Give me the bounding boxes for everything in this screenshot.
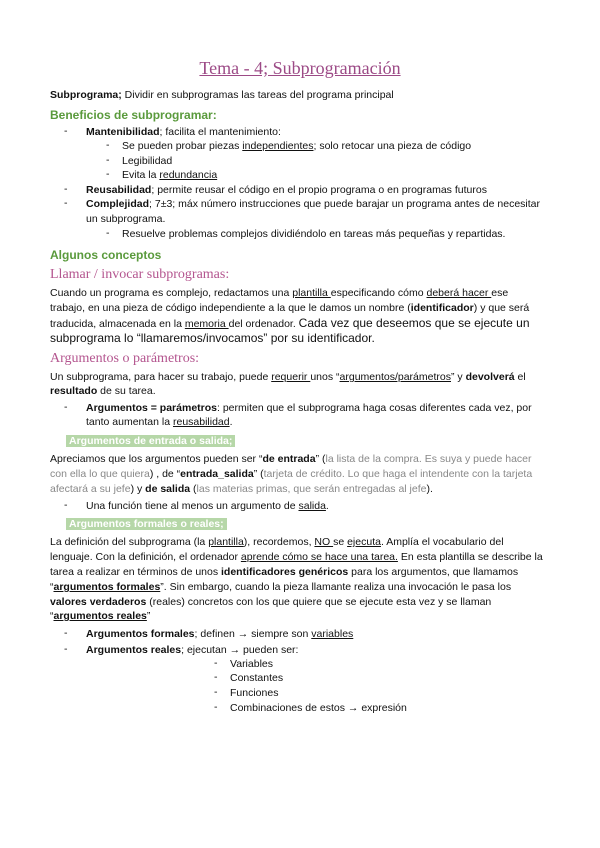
formales-para-line-6 bbox=[50, 609, 150, 623]
argumentos-para-line-1 bbox=[50, 370, 526, 384]
text-span: trabajo, en una pieza de código independiente a la que le damos un nombre ( bbox=[50, 302, 411, 314]
text-span: tanto aumentan la bbox=[86, 416, 173, 428]
text-span: ese bbox=[491, 287, 509, 299]
complejidad-label: Complejidad bbox=[86, 198, 150, 210]
gray-text: la lista de la compra. Es suya y puede hacer bbox=[325, 453, 532, 465]
page-title: Tema - 4; Subprogramación bbox=[199, 58, 401, 78]
entrada-salida-highlight bbox=[66, 434, 235, 448]
formales-para-line-5 bbox=[50, 595, 491, 609]
mantenibilidad-line bbox=[86, 125, 281, 139]
reusabilidad-label: Reusabilidad bbox=[86, 184, 152, 196]
bullet-dash: - bbox=[64, 125, 68, 137]
argumentos-parametros-line-2 bbox=[86, 415, 233, 429]
conceptos-heading: Algunos conceptos bbox=[50, 248, 162, 262]
bullet-dash: - bbox=[106, 227, 110, 239]
text-span: Un subprograma, para hacer su trabajo, puede bbox=[50, 371, 272, 383]
bullet-dash: - bbox=[64, 643, 68, 655]
underlined-text: deberá hacer bbox=[426, 287, 492, 299]
text-span: ), recordemos, bbox=[243, 536, 315, 548]
underlined-text: plantilla bbox=[208, 536, 244, 548]
underlined-bold-text: argumentos reales bbox=[53, 610, 147, 622]
funcion-salida-line bbox=[86, 499, 329, 513]
text-span: de su tarea. bbox=[97, 385, 156, 397]
text-span: ; definen → siempre son bbox=[194, 628, 312, 640]
bullet-dash: - bbox=[64, 197, 68, 209]
underlined-text: NO bbox=[314, 536, 334, 548]
bold-text: entrada_salida bbox=[180, 468, 254, 480]
argumentos-parametros-line bbox=[86, 401, 532, 415]
underlined-text: plantilla bbox=[292, 287, 331, 299]
text-span: ” bbox=[146, 610, 151, 622]
underlined-text: memoria bbox=[184, 318, 229, 330]
argumentos-para-line-2 bbox=[50, 384, 156, 398]
text-span: ). bbox=[426, 483, 433, 495]
text-span: ( bbox=[190, 483, 197, 495]
bold-text: valores verdaderos bbox=[50, 596, 147, 608]
reusabilidad-text: ; permite reusar el código en el propio programa o en programas futuros bbox=[151, 184, 487, 196]
list-item: Combinaciones de estos → expresión bbox=[230, 702, 407, 714]
formales-para-line-1 bbox=[50, 535, 504, 549]
complejidad-sub-item: Resuelve problemas complejos dividiéndolo en tareas más pequeñas y repartidas. bbox=[122, 228, 506, 240]
complejidad-line bbox=[86, 197, 540, 211]
bold-text: identificador bbox=[410, 302, 474, 314]
text-span: se bbox=[333, 536, 348, 548]
text-span: (reales) concretos con los que quiere que se ejecute esta vez y se llaman bbox=[146, 596, 492, 608]
complejidad-text: ; 7±3; máx número instrucciones que puede barajar un programa antes de necesitar bbox=[149, 198, 541, 210]
text-span: “ bbox=[50, 610, 54, 622]
mantenibilidad-text: ; facilita el mantenimiento: bbox=[159, 126, 281, 138]
bullet-dash: - bbox=[64, 499, 68, 511]
args-reales-line bbox=[86, 643, 298, 657]
sub-item-redundancia bbox=[122, 168, 217, 182]
beneficios-heading: Beneficios de subprogramar: bbox=[50, 108, 217, 122]
entrada-para-line-1 bbox=[50, 452, 532, 466]
bullet-dash: - bbox=[64, 183, 68, 195]
text-span: ” y bbox=[451, 371, 466, 383]
text-span: ” ( bbox=[253, 468, 264, 480]
bullet-dash: - bbox=[106, 139, 110, 151]
text-span: . bbox=[229, 416, 233, 428]
list-item: Funciones bbox=[230, 687, 279, 699]
text-span: . Amplía el vocabulario del bbox=[380, 536, 504, 548]
complejidad-line-2: un subprograma. bbox=[86, 213, 166, 225]
text-span: . bbox=[325, 500, 329, 512]
text-span: ”. Sin embargo, cuando la pieza llamante realiza una invocación le pasa los bbox=[160, 581, 512, 593]
text-span: traducida, almacenada en la bbox=[50, 318, 185, 330]
llamar-para-line-3 bbox=[50, 316, 530, 331]
text-span: ) y que será bbox=[473, 302, 530, 314]
gray-text: con ella lo que quiera bbox=[50, 468, 150, 480]
reusabilidad-line bbox=[86, 183, 487, 197]
llamar-heading: Llamar / invocar subprogramas: bbox=[50, 267, 230, 282]
llamar-para-line-2 bbox=[50, 301, 529, 315]
list-item: Constantes bbox=[230, 672, 284, 684]
underlined-text: independientes bbox=[242, 140, 314, 152]
entrada-para-line-2 bbox=[50, 467, 532, 481]
bullet-dash: - bbox=[214, 657, 218, 669]
text-span: lenguaje. Con la definición, el ordenador bbox=[50, 551, 241, 563]
definition-term: Subprograma; bbox=[50, 89, 122, 101]
text-span: tarea a realizar en términos de unos bbox=[50, 566, 222, 578]
text-span: ; ejecutan → pueden ser: bbox=[181, 644, 299, 656]
text-span: Evita la bbox=[122, 169, 160, 181]
text-span: Cuando un programa es complejo, redactamos una bbox=[50, 287, 293, 299]
list-item: Variables bbox=[230, 658, 273, 670]
text-span: Una función tiene al menos un argumento de bbox=[86, 500, 299, 512]
text-span: Cada vez que deseemos que se ejecute un bbox=[298, 316, 530, 330]
gray-text: tarjeta de crédito. Lo que haga el intendente con la tarjeta bbox=[263, 468, 533, 480]
definition-text: Dividir en subprogramas las tareas del programa principal bbox=[121, 89, 394, 101]
text-span: “ bbox=[50, 581, 54, 593]
text-span: unos “ bbox=[310, 371, 340, 383]
text-span: especificando cómo bbox=[330, 287, 427, 299]
argumentos-heading: Argumentos o parámetros: bbox=[50, 351, 200, 366]
text-span: Apreciamos que los argumentos pueden ser “ bbox=[50, 453, 263, 465]
formales-para-line-2 bbox=[50, 550, 543, 564]
text-span: ” ( bbox=[315, 453, 326, 465]
text-span: el bbox=[514, 371, 526, 383]
underlined-text: salida bbox=[298, 500, 326, 512]
highlighted-heading: Argumentos de entrada o salida; bbox=[66, 435, 235, 447]
highlighted-heading: Argumentos formales o reales; bbox=[66, 518, 227, 530]
underlined-text: variables bbox=[311, 628, 354, 640]
text-span: ) , de “ bbox=[149, 468, 181, 480]
bold-text: resultado bbox=[50, 385, 98, 397]
text-span: del ordenador. bbox=[228, 318, 299, 330]
bold-text: de entrada bbox=[262, 453, 316, 465]
text-span: En esta plantilla se describe la bbox=[397, 551, 543, 563]
definition-line bbox=[50, 88, 394, 102]
mantenibilidad-label: Mantenibilidad bbox=[86, 126, 160, 138]
sub-item-legibilidad: Legibilidad bbox=[122, 155, 173, 167]
entrada-para-line-3 bbox=[50, 482, 433, 496]
bullet-dash: - bbox=[64, 627, 68, 639]
llamar-para-line-1 bbox=[50, 286, 508, 300]
formales-para-line-3 bbox=[50, 565, 518, 579]
bold-text: devolverá bbox=[465, 371, 515, 383]
bullet-dash: - bbox=[214, 671, 218, 683]
underlined-text: redundancia bbox=[159, 169, 218, 181]
formales-para-line-4 bbox=[50, 580, 511, 594]
underlined-text: ejecuta bbox=[347, 536, 381, 548]
underlined-text: requerir bbox=[271, 371, 311, 383]
bold-text: de salida bbox=[145, 483, 191, 495]
bold-text: identificadores genéricos bbox=[221, 566, 349, 578]
text-span: ; solo retocar una pieza de código bbox=[313, 140, 472, 152]
text-span: Se pueden probar piezas bbox=[122, 140, 243, 152]
formales-reales-highlight bbox=[66, 517, 227, 531]
text-span: ) y bbox=[130, 483, 146, 495]
gray-text: las materias primas, que serán entregadas al jefe bbox=[196, 483, 427, 495]
text-span: : permiten que el subprograma haga cosas diferentes cada vez, por bbox=[217, 402, 532, 414]
bold-text: Argumentos reales bbox=[86, 644, 182, 656]
bold-text: Argumentos = parámetros bbox=[86, 402, 217, 414]
gray-text: afectará a su jefe bbox=[50, 483, 131, 495]
bullet-dash: - bbox=[106, 154, 110, 166]
underlined-bold-text: argumentos formales bbox=[53, 581, 161, 593]
bullet-dash: - bbox=[64, 401, 68, 413]
llamar-para-line-4: subprograma lo “llamaremos/invocamos” por su identificador. bbox=[50, 331, 375, 345]
text-span: La definición del subprograma (la bbox=[50, 536, 209, 548]
args-formales-line bbox=[86, 627, 353, 641]
bullet-dash: - bbox=[214, 686, 218, 698]
bold-text: Argumentos formales bbox=[86, 628, 195, 640]
bullet-dash: - bbox=[214, 701, 218, 713]
sub-item-piezas bbox=[122, 139, 471, 153]
underlined-text: reusabilidad bbox=[172, 416, 230, 428]
bullet-dash: - bbox=[106, 168, 110, 180]
underlined-text: argumentos/parámetros bbox=[339, 371, 451, 383]
underlined-text: aprende cómo se hace una tarea. bbox=[240, 551, 398, 563]
text-span: para los argumentos, que llamamos bbox=[348, 566, 519, 578]
